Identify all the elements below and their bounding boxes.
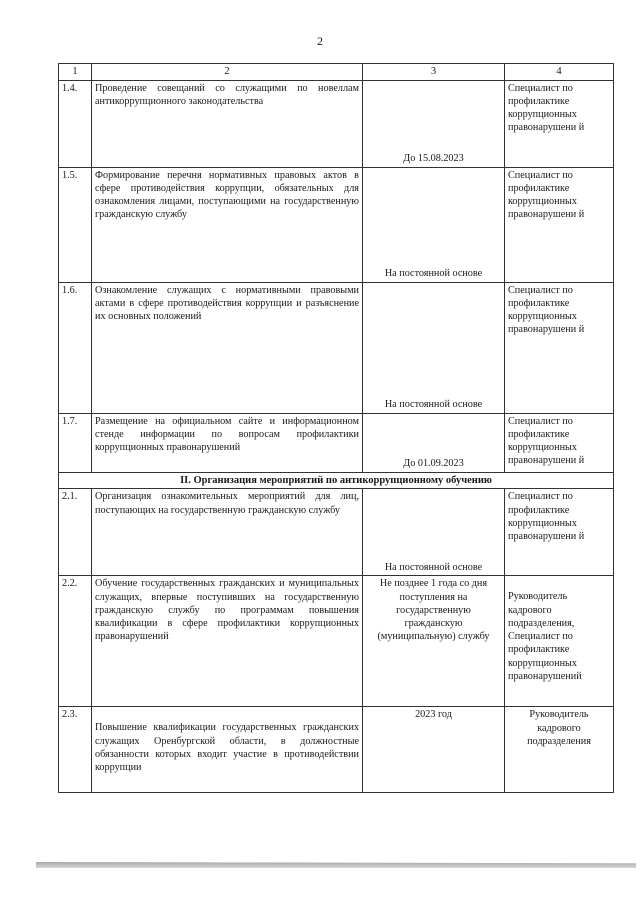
row-action: Ознакомление служащих с нормативными правовыми актами в сфере противодействия коррупции и разъяснение их основных положений xyxy=(92,282,363,413)
row-responsible: Специалист по профилактике коррупционных правонарушени й xyxy=(505,413,614,472)
row-action: Формирование перечня нормативных правовых актов в сфере противодействия коррупции, обязательных для ознакомления лицами, поступающими на государственную гражданскую службу xyxy=(92,167,363,282)
row-responsible: Руководитель кадрового подразделения xyxy=(505,707,614,793)
row-action: Проведение совещаний со служащими по новеллам антикоррупционного законодательства xyxy=(92,80,363,167)
row-deadline: До 01.09.2023 xyxy=(363,413,505,472)
table-row xyxy=(59,489,614,576)
row-deadline: На постоянной основе xyxy=(363,489,505,576)
table-row xyxy=(59,413,614,472)
row-deadline: Не позднее 1 года со дня поступления на государственную гражданскую (муниципальную) службу xyxy=(363,576,505,707)
row-responsible: Специалист по профилактике коррупционных правонарушени й xyxy=(505,489,614,576)
row-action: Повышение квалификации государственных гражданских служащих Оренбургской области, в должностные обязанности которых входит участие в противодействии коррупции xyxy=(92,707,363,793)
row-action: Размещение на официальном сайте и информационном стенде информации по вопросам профилактики коррупционных правонарушений xyxy=(92,413,363,472)
row-deadline: На постоянной основе xyxy=(363,167,505,282)
column-header: 4 xyxy=(505,64,614,81)
table-header-row xyxy=(59,64,614,81)
row-number: 1.6. xyxy=(59,282,92,413)
row-deadline: 2023 год xyxy=(363,707,505,793)
section-heading-row xyxy=(59,472,614,489)
row-responsible: Специалист по профилактике коррупционных правонарушени й xyxy=(505,282,614,413)
column-header: 3 xyxy=(363,64,505,81)
column-header: 2 xyxy=(92,64,363,81)
row-number: 2.1. xyxy=(59,489,92,576)
row-action: Обучение государственных гражданских и муниципальных служащих, впервые поступивших на государственную гражданскую службу по программам повышения квалификации в сфере профилактики коррупционных правонарушений xyxy=(92,576,363,707)
row-responsible: Руководитель кадрового подразделения, Специалист по профилактике коррупционных правонарушений xyxy=(505,576,614,707)
row-number: 2.3. xyxy=(59,707,92,793)
scan-shadow xyxy=(36,862,636,868)
row-responsible: Специалист по профилактике коррупционных правонарушени й xyxy=(505,80,614,167)
section-heading: II. Организация мероприятий по антикоррупционному обучению xyxy=(59,472,614,489)
row-number: 1.5. xyxy=(59,167,92,282)
table-row xyxy=(59,576,614,707)
row-deadline: На постоянной основе xyxy=(363,282,505,413)
table-row xyxy=(59,707,614,793)
row-number: 2.2. xyxy=(59,576,92,707)
row-deadline: До 15.08.2023 xyxy=(363,80,505,167)
table-row xyxy=(59,282,614,413)
row-number: 1.4. xyxy=(59,80,92,167)
table-row xyxy=(59,167,614,282)
table-row xyxy=(59,80,614,167)
row-action: Организация ознакомительных мероприятий для лиц, поступающих на государственную гражданскую службу xyxy=(92,489,363,576)
column-header: 1 xyxy=(59,64,92,81)
page-number: 2 xyxy=(317,34,323,48)
row-responsible: Специалист по профилактике коррупционных правонарушени й xyxy=(505,167,614,282)
row-number: 1.7. xyxy=(59,413,92,472)
anticorruption-plan-table xyxy=(58,63,614,793)
